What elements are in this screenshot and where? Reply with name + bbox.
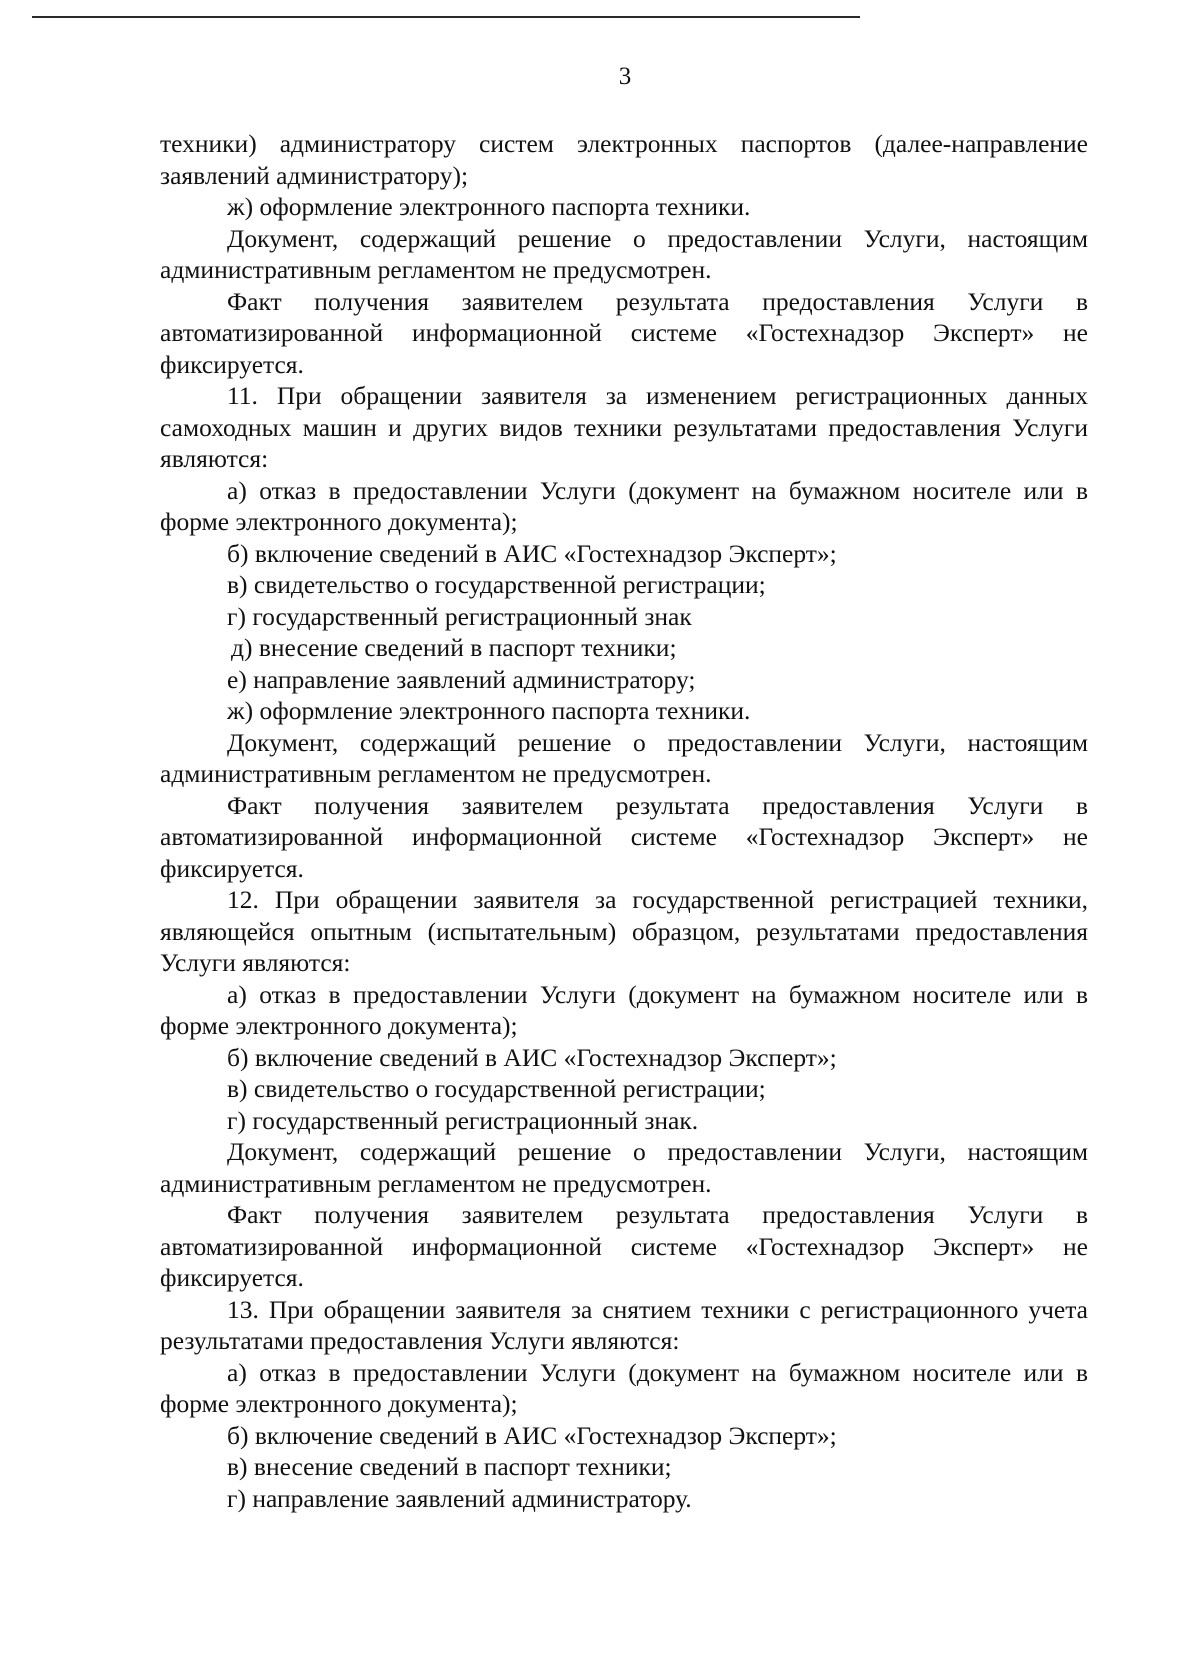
paragraph: Документ, содержащий решение о предоставлении Услуги, настоящим административным регламентом не предусмотрен. — [160, 1137, 1088, 1198]
list-item: е) направление заявлений администратору; — [227, 664, 696, 694]
list-item: а) отказ в предоставлении Услуги (документ на бумажном носителе или в форме электронного документа); — [160, 1357, 1088, 1418]
list-item: ж) оформление электронного паспорта техники. — [227, 696, 751, 725]
paragraph: техники) администратору систем электронных паспортов (далее-направление заявлений администратору); — [160, 129, 1088, 190]
list-item: в) свидетельство о государственной регистрации; — [227, 570, 766, 599]
list-item: б) включение сведений в АИС «Гостехнадзор Эксперт»; — [227, 1042, 837, 1072]
list-item: г) направление заявлений администратору. — [227, 1483, 692, 1513]
list-item: ж) оформление электронного паспорта техники. — [227, 192, 751, 221]
paragraph: Документ, содержащий решение о предоставлении Услуги, настоящим административным регламентом не предусмотрен. — [160, 223, 1088, 284]
paragraph: Факт получения заявителем результата предоставления Услуги в автоматизированной информационной системе «Гостехнадзор Эксперт» не фиксируется. — [160, 790, 1088, 883]
numbered-clause: 11. При обращении заявителя за изменением регистрационных данных самоходных машин и других видов техники результатами предоставления Услуги являются: — [160, 381, 1088, 473]
document-body — [160, 128, 1088, 1514]
paragraph: Факт получения заявителем результата предоставления Услуги в автоматизированной информационной системе «Гостехнадзор Эксперт» не фиксируется. — [160, 286, 1088, 379]
numbered-clause: 13. При обращении заявителя за снятием техники с регистрационного учета результатами предоставления Услуги являются: — [160, 1294, 1088, 1355]
top-rule — [32, 16, 860, 18]
list-item: б) включение сведений в АИС «Гостехнадзор Эксперт»; — [227, 538, 837, 568]
list-item: в) внесение сведений в паспорт техники; — [227, 1452, 672, 1481]
paragraph: Документ, содержащий решение о предоставлении Услуги, настоящим административным регламентом не предусмотрен. — [160, 727, 1088, 788]
list-item: д) внесение сведений в паспорт техники; — [231, 633, 677, 662]
list-item: г) государственный регистрационный знак. — [227, 1105, 699, 1135]
list-item: г) государственный регистрационный знак — [227, 601, 692, 631]
list-item: в) свидетельство о государственной регистрации; — [227, 1074, 766, 1103]
list-item: б) включение сведений в АИС «Гостехнадзор Эксперт»; — [227, 1420, 837, 1450]
list-item: а) отказ в предоставлении Услуги (документ на бумажном носителе или в форме электронного документа); — [160, 475, 1088, 536]
page-number: 3 — [618, 63, 632, 90]
list-item: а) отказ в предоставлении Услуги (документ на бумажном носителе или в форме электронного документа); — [160, 979, 1088, 1040]
paragraph: Факт получения заявителем результата предоставления Услуги в автоматизированной информационной системе «Гостехнадзор Эксперт» не фиксируется. — [160, 1200, 1088, 1292]
numbered-clause: 12. При обращении заявителя за государственной регистрацией техники, являющейся опытным (испытательным) образцом, результатами предоставления Услуги являются: — [160, 885, 1088, 977]
